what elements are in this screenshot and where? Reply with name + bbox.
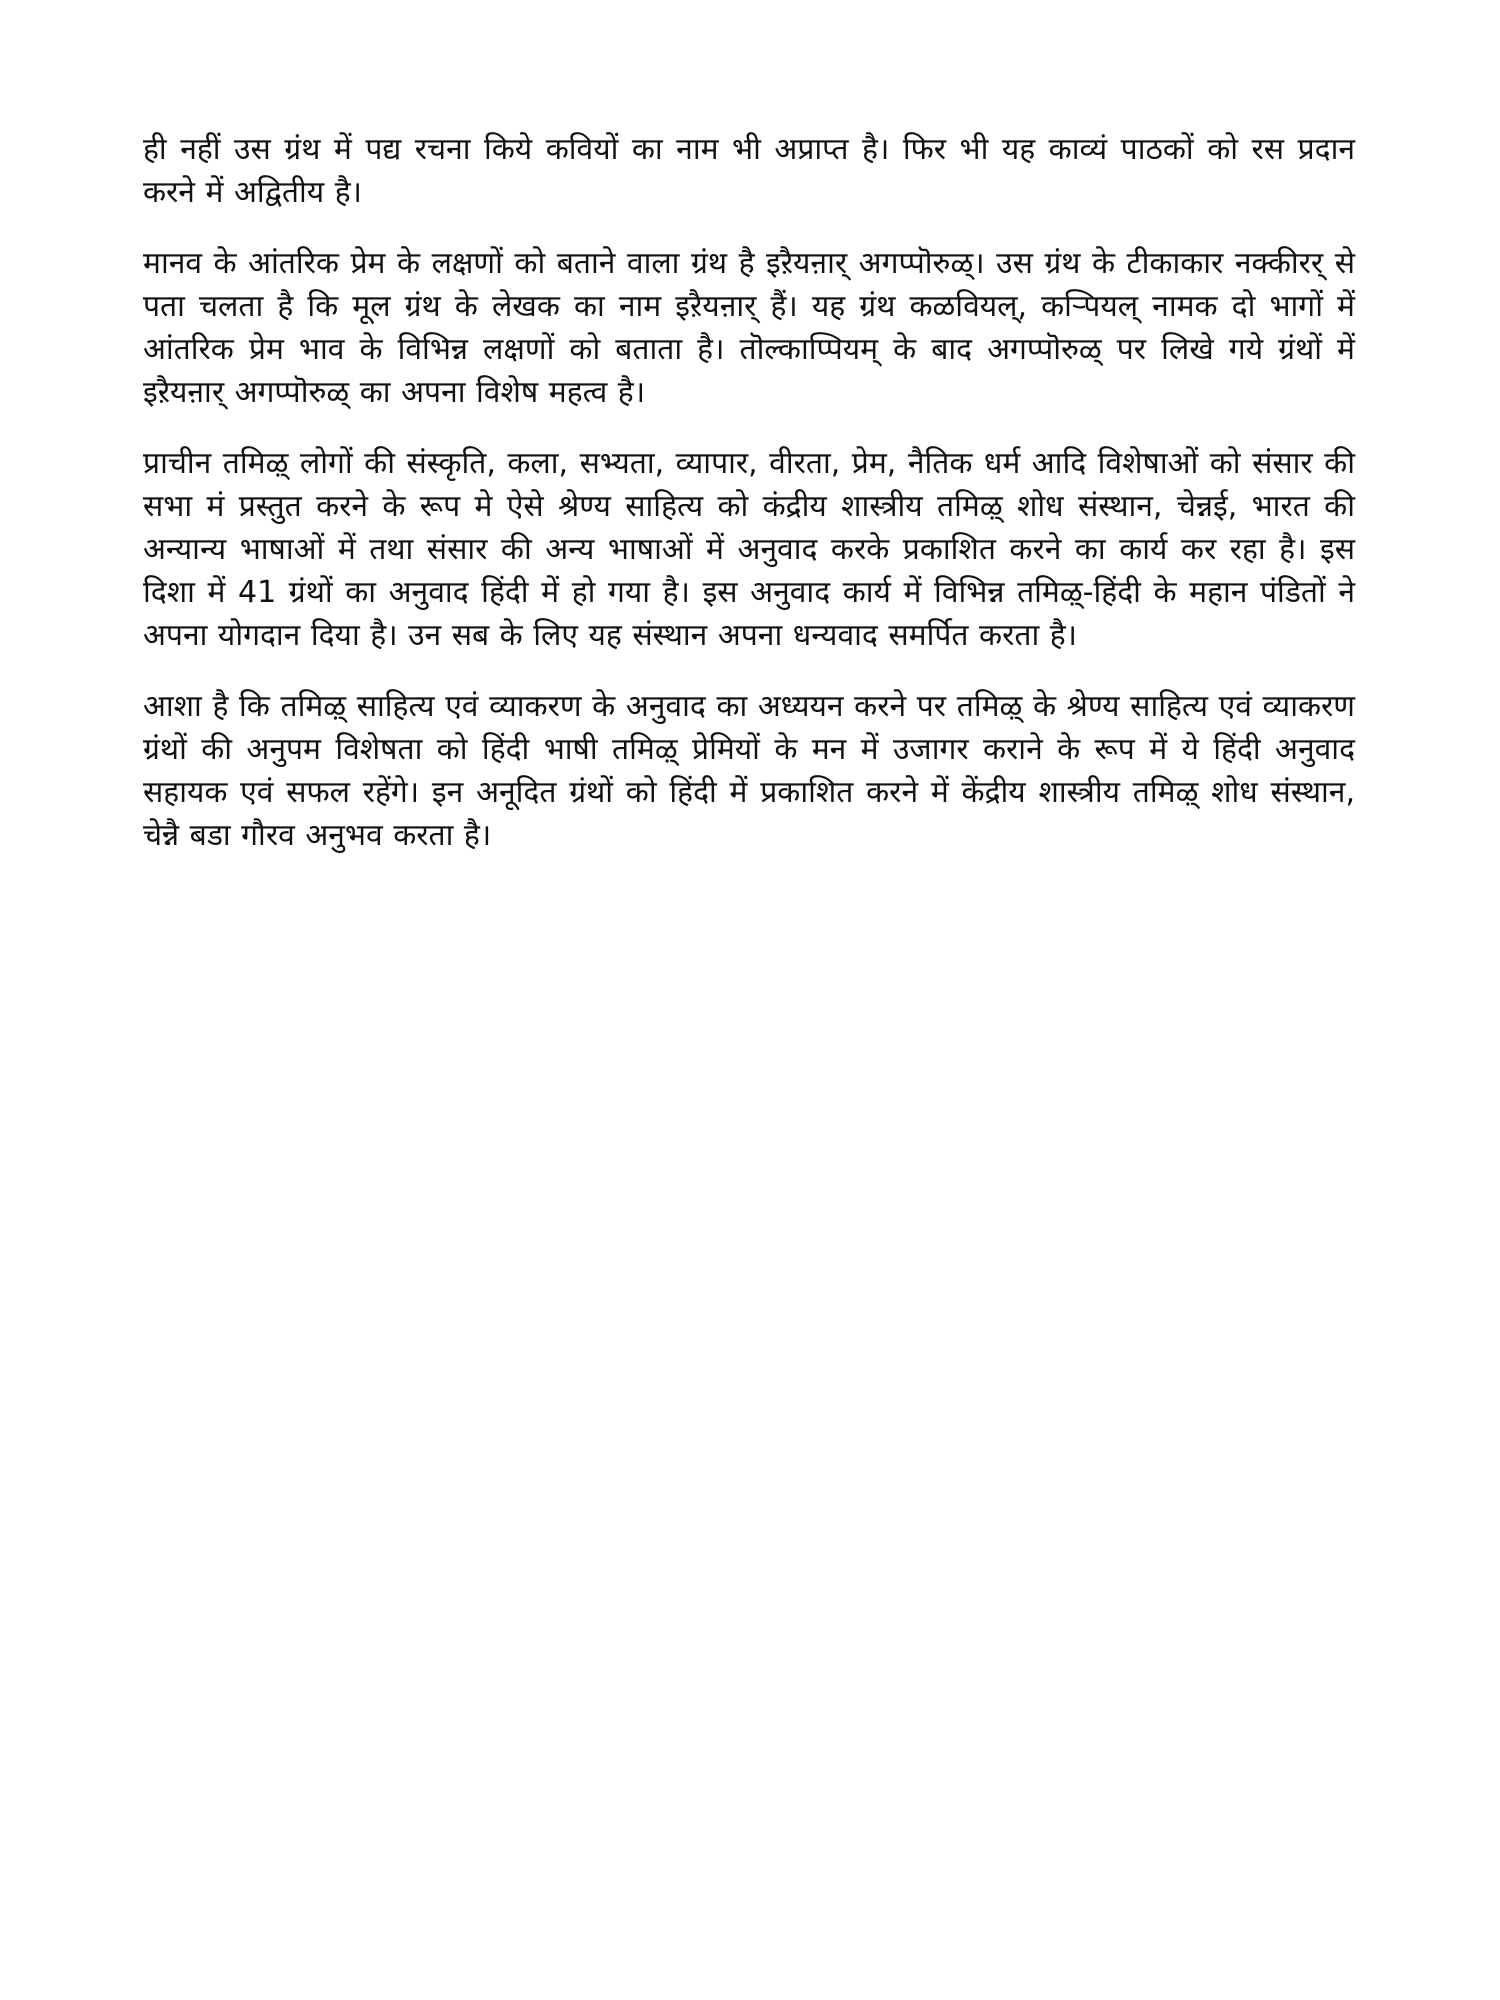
body-text — [143, 128, 1355, 857]
paragraph-2: मानव के आंतरिक प्रेम के लक्षणों को बताने वाला ग्रंथ है इऱैयऩार् अगप्पॊरुळ्। उस ग्रंथ के टीकाकार नक्कीरर् से पता चलता है कि मूल ग्रंथ के लेखक का नाम इऱैयऩार् हैं। यह ग्रंथ कळवियल्, कऱ्पियल् नामक दो भागों में आंतरिक प्रेम भाव के विभिन्न लक्षणों को बताता है। तॊल्काप्पियम् के बाद अगप्पॊरुळ् पर लिखे गये ग्रंथों में इऱैयऩार् अगप्पॊरुळ् का अपना विशेष महत्व है। — [143, 246, 1355, 410]
paragraph-1: ही नहीं उस ग्रंथ में पद्य रचना किये कवियों का नाम भी अप्राप्त है। फिर भी यह काव्यं पाठकों को रस प्रदान करने में अद्वितीय है। — [143, 132, 1355, 210]
paragraph-3: प्राचीन तमिऴ् लोगों की संस्कृति, कला, सभ्यता, व्यापार, वीरता, प्रेम, नैतिक धर्म आदि विशेषाओं को संसार की सभा मं प्रस्तुत करने के रूप मे ऐसे श्रेण्य साहित्य को कंद्रीय शास्त्रीय तमिऴ् शोध संस्थान, चेन्नई, भारत की अन्यान्य भाषाओं में तथा संसार की अन्य भाषाओं में अनुवाद करके प्रकाशित करने का कार्य कर रहा है। इस दिशा में 41 ग्रंथों का अनुवाद हिंदी में हो गया है। इस अनुवाद कार्य में विभिन्न तमिऴ्-हिंदी के महान पंडितों ने अपना योगदान दिया है। उन सब के लिए यह संस्थान अपना धन्यवाद समर्पित करता है। — [143, 446, 1355, 653]
paragraph-4: आशा है कि तमिऴ् साहित्य एवं व्याकरण के अनुवाद का अध्ययन करने पर तमिऴ् के श्रेण्य साहित्य एवं व्याकरण ग्रंथों की अनुपम विशेषता को हिंदी भाषी तमिऴ् प्रेमियों के मन में उजागर कराने के रूप में ये हिंदी अनुवाद सहायक एवं सफल रहेंगे। इन अनूदित ग्रंथों को हिंदी में प्रकाशित करने में केंद्रीय शास्त्रीय तमिऴ् शोध संस्थान, चेन्नै बडा गौरव अनुभव करता है। — [143, 689, 1355, 853]
